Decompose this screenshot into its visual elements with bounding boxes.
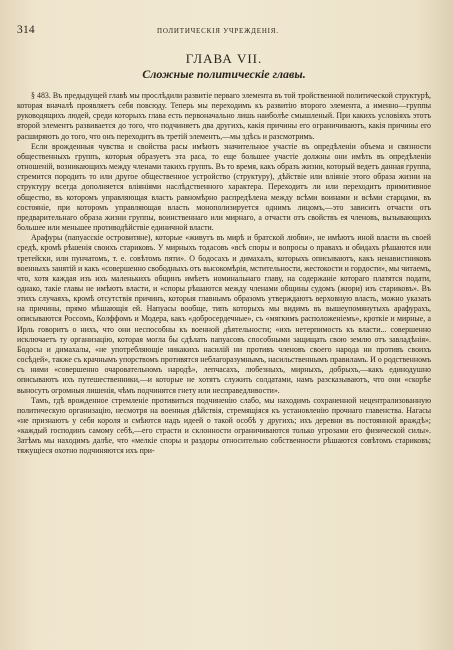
page-header	[17, 24, 431, 38]
paragraph-2: Если врожденныя чувства и свойства расы имѣютъ значительное участіе въ опредѣленіи объема и связности общественныхъ группъ, которыя образуетъ эта раса, то еще большее участіе должны они имѣть въ опредѣленіи отношеній, возникающихъ между членами такихъ группъ. Въ то время, какъ образъ жизни, который ведетъ данная группа, стремится породить то или другое общественное устройство (структуру), дѣйствіе или вліяніе этого образа жизни на структуру всегда дополняется вліяніями наслѣдственного характера. Переходитъ ли или переходитъ примитивное общество, въ которомъ управляющая власть равномѣрно распредѣлена между всѣми воинами и всѣми старцами, въ состояніе, при которомъ управляющая власть монополизируется однимъ лицомъ,—это зависитъ отчасти отъ предварительнаго образа жизни группы, воинственнаго или мирнаго, а отчасти отъ свойствъ ея членовъ, вызывающихъ большее или меньшее противодѣйствіе единичной власти.	[17, 141, 431, 233]
chapter-title: Сложные политическiе главы.	[142, 67, 306, 81]
chapter-number: ГЛАВА VII.	[185, 51, 263, 66]
paragraph-4: Тамъ, гдѣ врожденное стремленіе противиться подчиненію слабо, мы находимъ сохраненной нецентрализованную политическую организацію, несмотря на военныя дѣйствія, стремящіяся къ установленію прочнаго главенства. Нагасы «не признаютъ у себя короля и смѣются надъ идеей о такой особѣ у другихъ; ихъ деревни въ постоянной враждѣ»; «каждый господинъ самому себѣ,—его страсти и склонности ограничиваются только угрозами его физической силы». Затѣмъ мы находимъ далѣе, что «мелкіе споры и раздоры относительно собственности рѣшаются совѣтомъ стариковъ; тяжущіеся охотно подчиняются ихъ при-	[17, 395, 431, 456]
paragraph-1: § 483. Въ предыдущей главѣ мы прослѣдили развитіе перваго элемента въ той тройственной политической структурѣ, которая вначалѣ проявляетъ себя повсюду. Теперь мы переходимъ къ развитію второго элемента, а именно—группы руководящихъ людей, среди которыхъ глава есть первоначально лишь наиболѣе смышленый. При какихъ условіяхъ этотъ второй элементъ развивается до того, что подчиняетъ два другихъ, какія причины его ограничиваютъ, какія причины его расширяютъ до того, что онъ переходитъ въ третій элементъ,—мы здѣсь и разсмотримъ.	[17, 91, 431, 141]
running-head: ПОЛИТИЧЕСКІЯ УЧРЕЖДЕНІЯ.	[157, 27, 279, 35]
paragraph-3: Арафуры (папуасскіе островитяне), которые «живутъ въ мирѣ и братской любви», не имѣютъ иной власти въ своей средѣ, кромѣ рѣшенія своихъ стариковъ. У мирныхъ тодасовъ «всѣ споры и вопросы о правахъ и обидахъ рѣшаются или третейски, или пунчатомъ, т. е. совѣтомъ пяти». О бодосахъ и димахалъ, которыхъ описываютъ, какъ ненавистниковъ военныхъ занятій и какъ «совершенно свободныхъ отъ высокомѣрія, мстительности, жестокости и гордости», мы читаемъ, что, хотя каждая изъ ихъ маленькихъ общинъ имѣетъ номинальнаго главу, на содержаніе котораго платятся подати, однако, такіе главы не имѣютъ власти, и «споры рѣшаются между членами общины судомъ (жюри) изъ стариковъ». Въ этихъ случаяхъ, кромѣ отсутствія причинъ, которыя главнымъ образомъ утверждаютъ верховную власть, можно указать на причины, прямо мѣшающія ей. Напуасы вообще, типъ которыхъ мы видимъ въ вышеупомянутыхъ арафурахъ, описываются Россомъ, Колффомъ и Модера, какъ «добросердечные», съ «мягкимъ расположеніемъ», кроткіе и мирные, а Ирль говоритъ о нихъ, что они неспособны къ военной дѣятельности; «ихъ нетерпимость къ власти... совершенно исключаетъ ту организацію, которая могла бы сдѣлать папуасовъ способными защищать свою землю отъ завладѣнія». Бодосы и димахалы, «не употребляющіе никакихъ насилій ни противъ членовъ своего народа ни противъ своихъ сосѣдей», также съ крачнымъ упорствомъ противятся неблагоразумнымъ, насильственнымъ правиламъ. И о родственномъ съ ними «совершенно очаровательномъ народѣ», лепчасахъ, любезныхъ, мирныхъ, добрыхъ,—какъ единодушно описываютъ ихъ путешественники,—и которые не хотятъ служить солдатами, намъ разсказываютъ, что они «скорѣе выносутъ огромныя лишенія, чѣмъ подчинятся гнету или несправедливости».	[17, 233, 431, 395]
page-number: 314	[17, 24, 35, 36]
